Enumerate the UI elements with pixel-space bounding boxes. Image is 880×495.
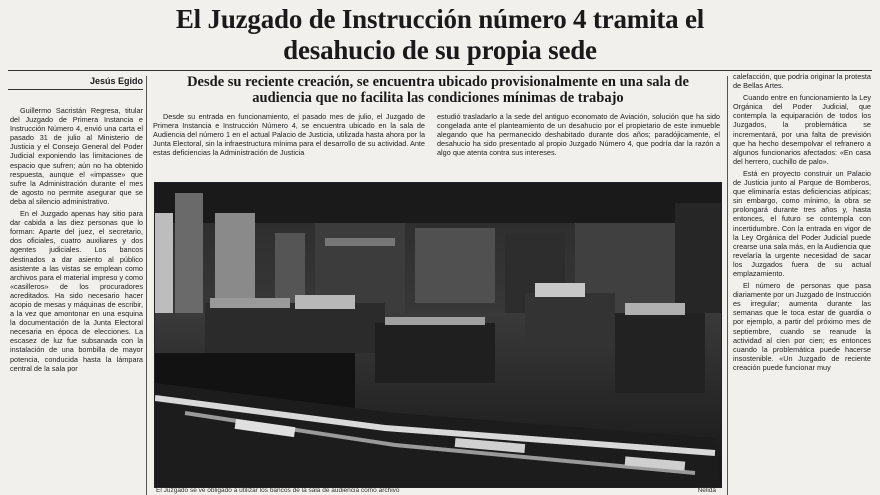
paragraph: Guillermo Sacristán Regresa, titular del Juzgado de Primera Instancia e Instrucción Número 4, envió una carta el pasado 31 de julio al Ministerio de Justicia y el Consejo General del Poder Judicial exponiendo las limitaciones de espacio que sufren; aún no ha obtenido respuesta, aunque el «impasse» que sufre la Administración durante el mes de agosto no permite asegurar que se deba al silencio administrativo.: [10, 106, 143, 206]
headline: [40, 4, 840, 66]
paragraph: Desde su entrada en funcionamiento, el pasado mes de julio, el Juzgado de Primera Instancia e Instrucción Número 4, se encuentra ubicado en la sala de Audiencia del número 1 en el actual Palacio de Justicia, utilizada hasta ahora por la Junta Electoral, sin la infraestructura mínima para el desarrollo de su actividad. Ante estas deficiencias la Administración de Justicia: [153, 112, 425, 158]
top-rule: [8, 70, 872, 71]
column-intro-2: [437, 112, 720, 174]
paragraph: calefacción, que podría originar la protesta de Bellas Artes.: [733, 72, 871, 91]
photo-credit: Nelida: [697, 487, 716, 494]
paragraph: Cuando entre en funcionamiento la Ley Orgánica del Poder Judicial, que contempla la equiparación de todos los Juzgados, la problemática se incrementará, por una falta de previsión que ha hecho desempolvar el refranero a algunos funcionarios afectados: «En casa del herrero, cuchillo de palo».: [733, 93, 871, 166]
paragraph: El número de personas que pasa diariamente por un Juzgado de Instrucción es irregular; aumenta durante las semanas que le toca estar de guardia o por ejemplo, a partir del próximo mes de septiembre, cuando se reanude la actividad al cien por cien; es entonces cuando la problemática puede hacerse insostenible. «Un Juzgado de reciente creación puede funcionar muy: [733, 281, 871, 372]
column-intro-1: [153, 112, 425, 174]
paragraph: Está en proyecto construir un Palacio de Justicia junto al Parque de Bomberos, que eliminaría estas deficiencias atípicas; sin embargo, como mínimo, la obra se prolongará durante tres años y, hasta entonces, el futuro se contempla con incertidumbre. Con la entrada en vigor de la Ley Orgánica del Poder Judicial puede crearse una sala más, en la Audiencia que revelaría la urgente necesidad de sacar los Juzgados fuera de su actual emplazamiento.: [733, 168, 871, 278]
column-divider: [146, 76, 147, 495]
headline-line-2: desahucio de su propia sede: [283, 35, 597, 65]
caption-text: El Juzgado se ve obligado a utilizar los bancos de la sala de audiencia como archivo: [156, 487, 400, 494]
byline: Jesús Egido: [8, 76, 143, 90]
paragraph: En el Juzgado apenas hay sitio para dar cabida a las diez personas que lo forman: Aparte del juez, el secretario, dos oficiales, cuatro auxiliares y dos agentes judiciales. Los bancos destinados a dar asiento al público asistente a las vistas se emplean como archivos para el material impreso y como «casilleros» de los procuradores acreditados. Ha sido necesario hacer acopio de mesas y máquinas de escribir, a la vez que amontonar en una esquina la documentación de la Junta Electoral necesaria en época de elecciones. La escasez de luz fue subsanada con la instalación de una bombilla de mayor potencia, conducida hasta la lámpara central de la sala por: [10, 209, 143, 373]
paragraph: estudió trasladarlo a la sede del antiguo economato de Aviación, solución que ha sido congelada ante el planteamiento de un desahucio por el propietario de este inmueble alegando que ha permanecido deshabitado durante dos años; paradójicamente, el desahucio ha sido presentado al propio Juzgado Número 4, que podría dar la razón a algo que atenta contra sus intereses.: [437, 112, 720, 158]
column-left: [10, 106, 143, 495]
headline-line-1: El Juzgado de Instrucción número 4 tramita el: [175, 4, 705, 34]
column-right: [733, 72, 871, 495]
column-divider: [727, 76, 728, 495]
photo-caption: [156, 487, 716, 494]
courtroom-photo: [154, 182, 722, 488]
subhead: Desde su reciente creación, se encuentra ubicado provisionalmente en una sala de audiencia que no facilita las condiciones mínimas de trabajo: [187, 74, 689, 106]
